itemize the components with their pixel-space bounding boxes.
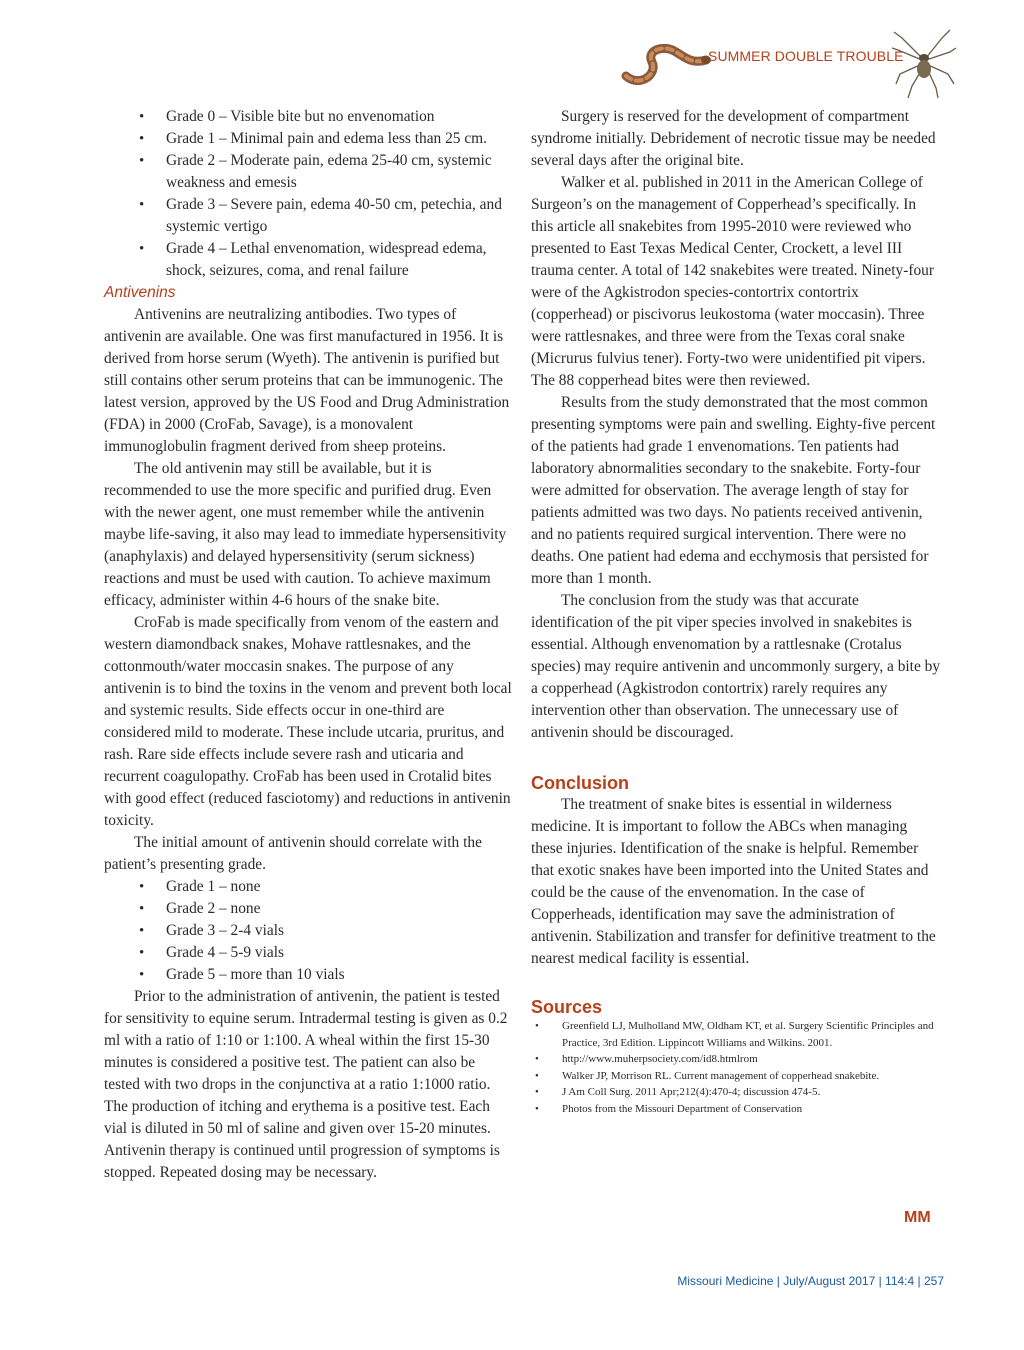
list-item: • Grade 3 – Severe pain, edema 40-50 cm, petechia, and systemic vertigo [166, 194, 512, 238]
sources-list [531, 1018, 941, 1117]
list-item: • Grade 0 – Visible bite but no envenomation [166, 106, 512, 128]
antivenins-heading: Antivenins [104, 284, 176, 301]
section-header-title: SUMMER DOUBLE TROUBLE [708, 48, 904, 64]
left-column [104, 106, 512, 1184]
source-item: • Greenfield LJ, Mulholland MW, Oldham KT, et al. Surgery Scientific Principles and Practice, 3rd Edition. Lippincott Williams and Wilkins. 2001. [562, 1018, 941, 1051]
list-item: • Grade 4 – Lethal envenomation, widespread edema, shock, seizures, coma, and renal failure [166, 238, 512, 282]
snake-icon [620, 30, 712, 88]
list-item: • Grade 1 – Minimal pain and edema less than 25 cm. [166, 128, 512, 150]
list-item: • Grade 3 – 2-4 vials [166, 920, 512, 942]
paragraph: Walker et al. published in 2011 in the American College of Surgeon’s on the management of Copperhead’s specifically. In this article all snakebites from 1995-2010 were reviewed who presented to East Texas Medical Center, Crockett, a level III trauma center. A total of 142 snakebites were treated. Ninety-four were of the Agkistrodon species-contortrix contortrix (copperhead) or piscivorus leukostoma (water moccasin). Three were rattlesnakes, and three were from the Texas coral snake (Micrurus fulvius tener). Forty-two were unidentified pit vipers. The 88 copperhead bites were then reviewed. [531, 174, 935, 389]
paragraph: The initial amount of antivenin should correlate with the patient’s presenting grade. [104, 834, 482, 873]
end-mark-badge: MM [904, 1209, 931, 1226]
right-column [531, 106, 941, 1117]
source-item: • J Am Coll Surg. 2011 Apr;212(4):470-4; discussion 474-5. [562, 1084, 941, 1101]
paragraph: Results from the study demonstrated that the most common presenting symptoms were pain and swelling. Eighty-five percent of the patients had grade 1 envenomations. Ten patients had laboratory abnormalities secondary to the snakebite. Forty-four were admitted for observation. The average length of stay for patients admitted was two days. No patients received antivenin, and no patients required surgical intervention. There were no deaths. One patient had edema and ecchymosis that persisted for more than 1 month. [531, 394, 936, 587]
source-item[interactable]: • http://www.muherpsociety.com/id8.htmlrom [562, 1051, 941, 1068]
paragraph: The treatment of snake bites is essential in wilderness medicine. It is important to follow the ABCs when managing these injuries. Identification of the snake is helpful. Remember that exotic snakes have been imported into the United States and could be the cause of the envenomation. In the case of Copperheads, identification may save the administration of antivenin. Stabilization and transfer for definitive treatment to the nearest medical facility is essential. [531, 796, 936, 967]
page-header [600, 28, 970, 108]
list-item: • Grade 5 – more than 10 vials [166, 964, 512, 986]
vial-dosing-list [104, 876, 512, 986]
list-item: • Grade 4 – 5-9 vials [166, 942, 512, 964]
source-item: • Walker JP, Morrison RL. Current management of copperhead snakebite. [562, 1068, 941, 1085]
paragraph: Antivenins are neutralizing antibodies. Two types of antivenin are available. One was first manufactured in 1956. It is derived from horse serum (Wyeth). The antivenin is purified but still contains other serum proteins that can be immunogenic. The latest version, approved by the US Food and Drug Administration (FDA) in 2000 (CroFab, Savage), is a monovalent immunoglobulin fragment derived from sheep proteins. [104, 306, 510, 455]
spider-icon [892, 28, 956, 100]
sources-heading: Sources [531, 997, 603, 1017]
paragraph: Prior to the administration of antivenin, the patient is tested for sensitivity to equine serum. Intradermal testing is given as 0.2 ml with a ratio of 1:10 or 1:100. A wheal within the first 15-30 minutes is considered a positive test. The patient can also be tested with two drops in the conjunctiva at a ratio 1:1000 ratio. The production of itching and erythema is a positive test. Each vial is diluted in 50 ml of saline and given over 15-20 minutes. Antivenin therapy is continued until progression of symptoms is stopped. Repeated dosing may be necessary. [104, 988, 508, 1181]
source-item: • Photos from the Missouri Department of Conservation [562, 1101, 941, 1118]
paragraph: Surgery is reserved for the development of compartment syndrome initially. Debridement of necrotic tissue may be needed several days after the original bite. [531, 108, 936, 169]
envenomation-grade-list [104, 106, 512, 282]
conclusion-heading: Conclusion [531, 773, 629, 793]
list-item: • Grade 2 – Moderate pain, edema 25-40 cm, systemic weakness and emesis [166, 150, 512, 194]
paragraph: The conclusion from the study was that accurate identification of the pit viper species involved in snakebites is essential. Although envenomation by a rattlesnake (Crotalus species) may require antivenin and uncommonly surgery, a bite by a copperhead (Agkistrodon contortrix) rarely requires any intervention other than observation. The unnecessary use of antivenin should be discouraged. [531, 592, 941, 741]
list-item: • Grade 2 – none [166, 898, 512, 920]
paragraph: CroFab is made specifically from venom of the eastern and western diamondback snakes, Mohave rattlesnakes, and the cottonmouth/water moccasin snakes. The purpose of any antivenin is to bind the toxins in the venom and prevent both local and systemic results. Side effects occur in one-third are considered mild to moderate. These include utcaria, pruritus, and rash. Rare side effects include severe rash and uticaria and recurrent coagulopathy. CroFab has been used in Crotalid bites with good effect (reduced fasciotomy) and reductions in antivenin toxicity. [104, 614, 512, 829]
paragraph: The old antivenin may still be available, but it is recommended to use the more specific and purified drug. Even with the newer agent, one must remember while the antivenin maybe life-saving, it also may lead to immediate hypersensitivity (anaphylaxis) and delayed hypersensitivity (serum sickness) reactions and must be used with caution. To achieve maximum efficacy, administer within 4-6 hours of the snake bite. [104, 460, 507, 609]
page-footer: Missouri Medicine | July/August 2017 | 114:4 | 257 [677, 1274, 944, 1288]
list-item: • Grade 1 – none [166, 876, 512, 898]
